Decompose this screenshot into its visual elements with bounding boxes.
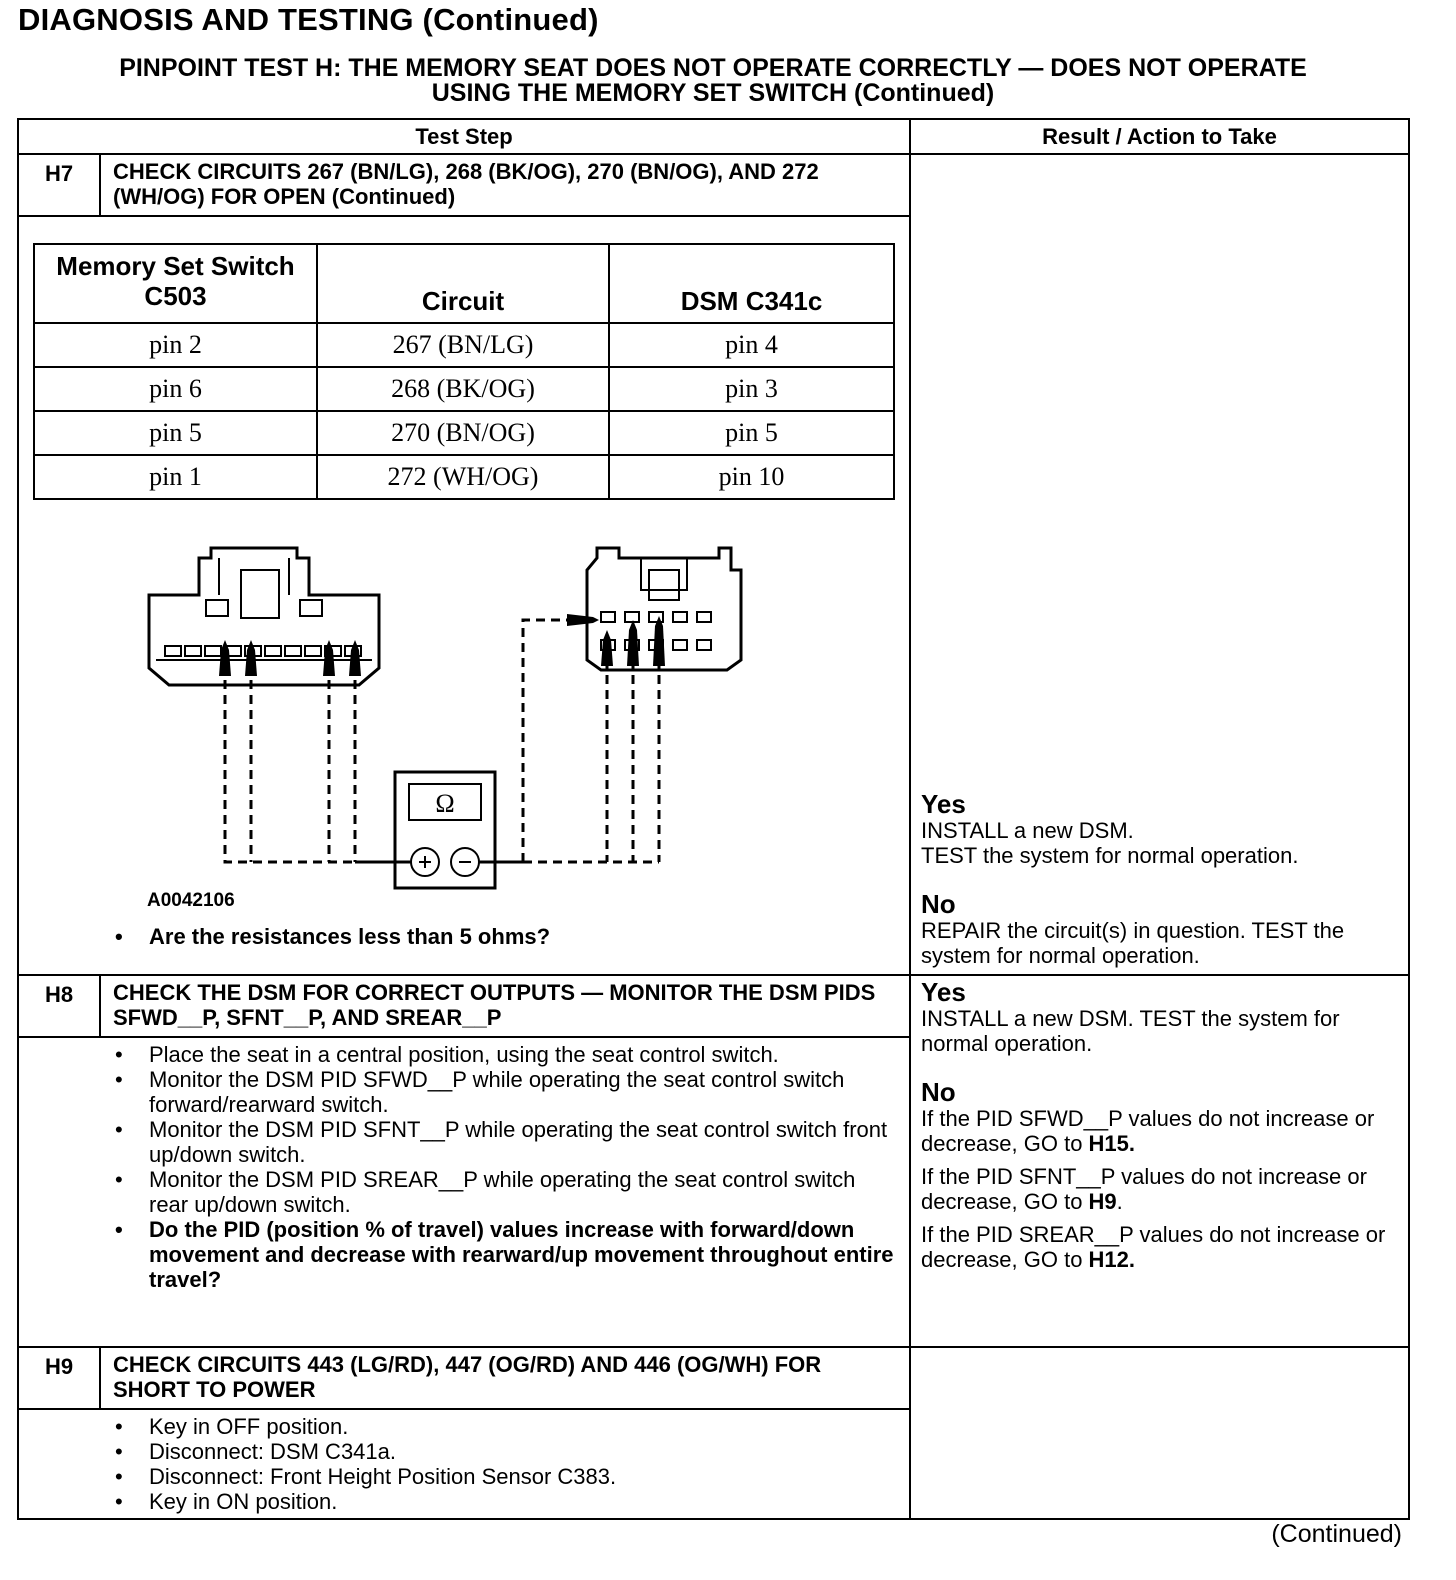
- no-action: If the PID SFWD__P values do not increase or decrease, GO to H15.: [921, 1106, 1375, 1156]
- list-item: • Monitor the DSM PID SFWD__P while operating the seat control switch forward/rearward switch.: [113, 1067, 895, 1117]
- step-id-h7: H7: [18, 154, 100, 216]
- page-header: DIAGNOSIS AND TESTING (Continued): [18, 2, 599, 37]
- pin-table-header: Memory Set Switch C503: [34, 244, 317, 323]
- list-item: • Place the seat in a central position, using the seat control switch.: [113, 1042, 895, 1067]
- no-label: No: [921, 889, 956, 919]
- step-body-h9: [18, 1409, 910, 1519]
- yes-action: INSTALL a new DSM. TEST the system for normal operation.: [921, 1006, 1340, 1056]
- pin-table-header: DSM C341c: [609, 244, 894, 323]
- result-h7: [910, 154, 1409, 975]
- pinpoint-test-title: [18, 56, 1408, 106]
- result-header: Result / Action to Take: [910, 119, 1409, 154]
- pinpoint-test-table: [17, 118, 1410, 1520]
- yes-action: TEST the system for normal operation.: [921, 843, 1299, 868]
- test-title-line-2: USING THE MEMORY SET SWITCH (Continued): [431, 79, 995, 107]
- test-title-line-1: PINPOINT TEST H: THE MEMORY SEAT DOES NOT OPERATE CORRECTLY — DOES NOT OPERATE: [119, 54, 1307, 82]
- table-cell: pin 5: [609, 411, 894, 455]
- step-title-h9: CHECK CIRCUITS 443 (LG/RD), 447 (OG/RD) AND 446 (OG/WH) FOR SHORT TO POWER: [100, 1347, 910, 1409]
- yes-action: INSTALL a new DSM.: [921, 818, 1134, 843]
- table-row: [34, 455, 894, 499]
- pin-table-header: Circuit: [317, 244, 609, 323]
- table-cell: pin 3: [609, 367, 894, 411]
- no-action: If the PID SREAR__P values do not increase or decrease, GO to H12.: [921, 1222, 1386, 1272]
- result-h9: [910, 1347, 1409, 1519]
- figure-id: A0042106: [147, 890, 235, 911]
- yes-label: Yes: [921, 977, 966, 1007]
- step-title-h8: CHECK THE DSM FOR CORRECT OUTPUTS — MONITOR THE DSM PIDS SFWD__P, SFNT__P, AND SREAR__P: [100, 975, 910, 1037]
- table-cell: pin 1: [34, 455, 317, 499]
- goto-step-link[interactable]: H12: [1088, 1247, 1129, 1272]
- table-cell: pin 5: [34, 411, 317, 455]
- list-item: • Do the PID (position % of travel) values increase with forward/down movement and decrease with rearward/up movement throughout entire travel?: [113, 1217, 895, 1292]
- table-cell: pin 4: [609, 323, 894, 367]
- result-h8: [910, 975, 1409, 1347]
- list-item: • Key in OFF position.: [113, 1414, 895, 1439]
- step-id-h9: H9: [18, 1347, 100, 1409]
- list-item: • Monitor the DSM PID SREAR__P while operating the seat control switch rear up/down switch.: [113, 1167, 895, 1217]
- memory-set-switch-connector: [149, 548, 379, 685]
- ohm-symbol: Ω: [435, 789, 455, 818]
- table-cell: 270 (BN/OG): [317, 411, 609, 455]
- table-cell: 272 (WH/OG): [317, 455, 609, 499]
- goto-step-link[interactable]: H15: [1088, 1131, 1129, 1156]
- list-item: • Disconnect: DSM C341a.: [113, 1439, 895, 1464]
- table-cell: 268 (BK/OG): [317, 367, 609, 411]
- table-cell: pin 10: [609, 455, 894, 499]
- h8-step-list: [19, 1042, 909, 1292]
- step-body-h7: [18, 216, 910, 975]
- table-row: [34, 323, 894, 367]
- table-cell: 267 (BN/LG): [317, 323, 609, 367]
- yes-label: Yes: [921, 789, 966, 819]
- table-row: [34, 367, 894, 411]
- table-row: [34, 411, 894, 455]
- continued-note: (Continued): [1271, 1520, 1402, 1548]
- step-id-h8: H8: [18, 975, 100, 1037]
- step-body-h8: [18, 1037, 910, 1347]
- table-cell: pin 6: [34, 367, 317, 411]
- list-item: • Are the resistances less than 5 ohms?: [113, 924, 895, 949]
- list-item: • Disconnect: Front Height Position Sensor C383.: [113, 1464, 895, 1489]
- goto-step-link[interactable]: H9: [1088, 1189, 1117, 1214]
- connector-diagram: [19, 500, 829, 920]
- no-action: REPAIR the circuit(s) in question. TEST the system for normal operation.: [921, 918, 1345, 968]
- h9-step-list: [19, 1414, 909, 1514]
- test-step-header: Test Step: [18, 119, 910, 154]
- table-cell: pin 2: [34, 323, 317, 367]
- list-item: • Monitor the DSM PID SFNT__P while operating the seat control switch front up/down switch.: [113, 1117, 895, 1167]
- list-item: • Key in ON position.: [113, 1489, 895, 1514]
- step-title-h7: CHECK CIRCUITS 267 (BN/LG), 268 (BK/OG), 270 (BN/OG), AND 272 (WH/OG) FOR OPEN (Continued): [100, 154, 910, 216]
- pin-table: [33, 243, 895, 500]
- no-label: No: [921, 1077, 956, 1107]
- h7-question-list: [19, 924, 909, 949]
- no-action: If the PID SFNT__P values do not increase or decrease, GO to H9.: [921, 1164, 1367, 1214]
